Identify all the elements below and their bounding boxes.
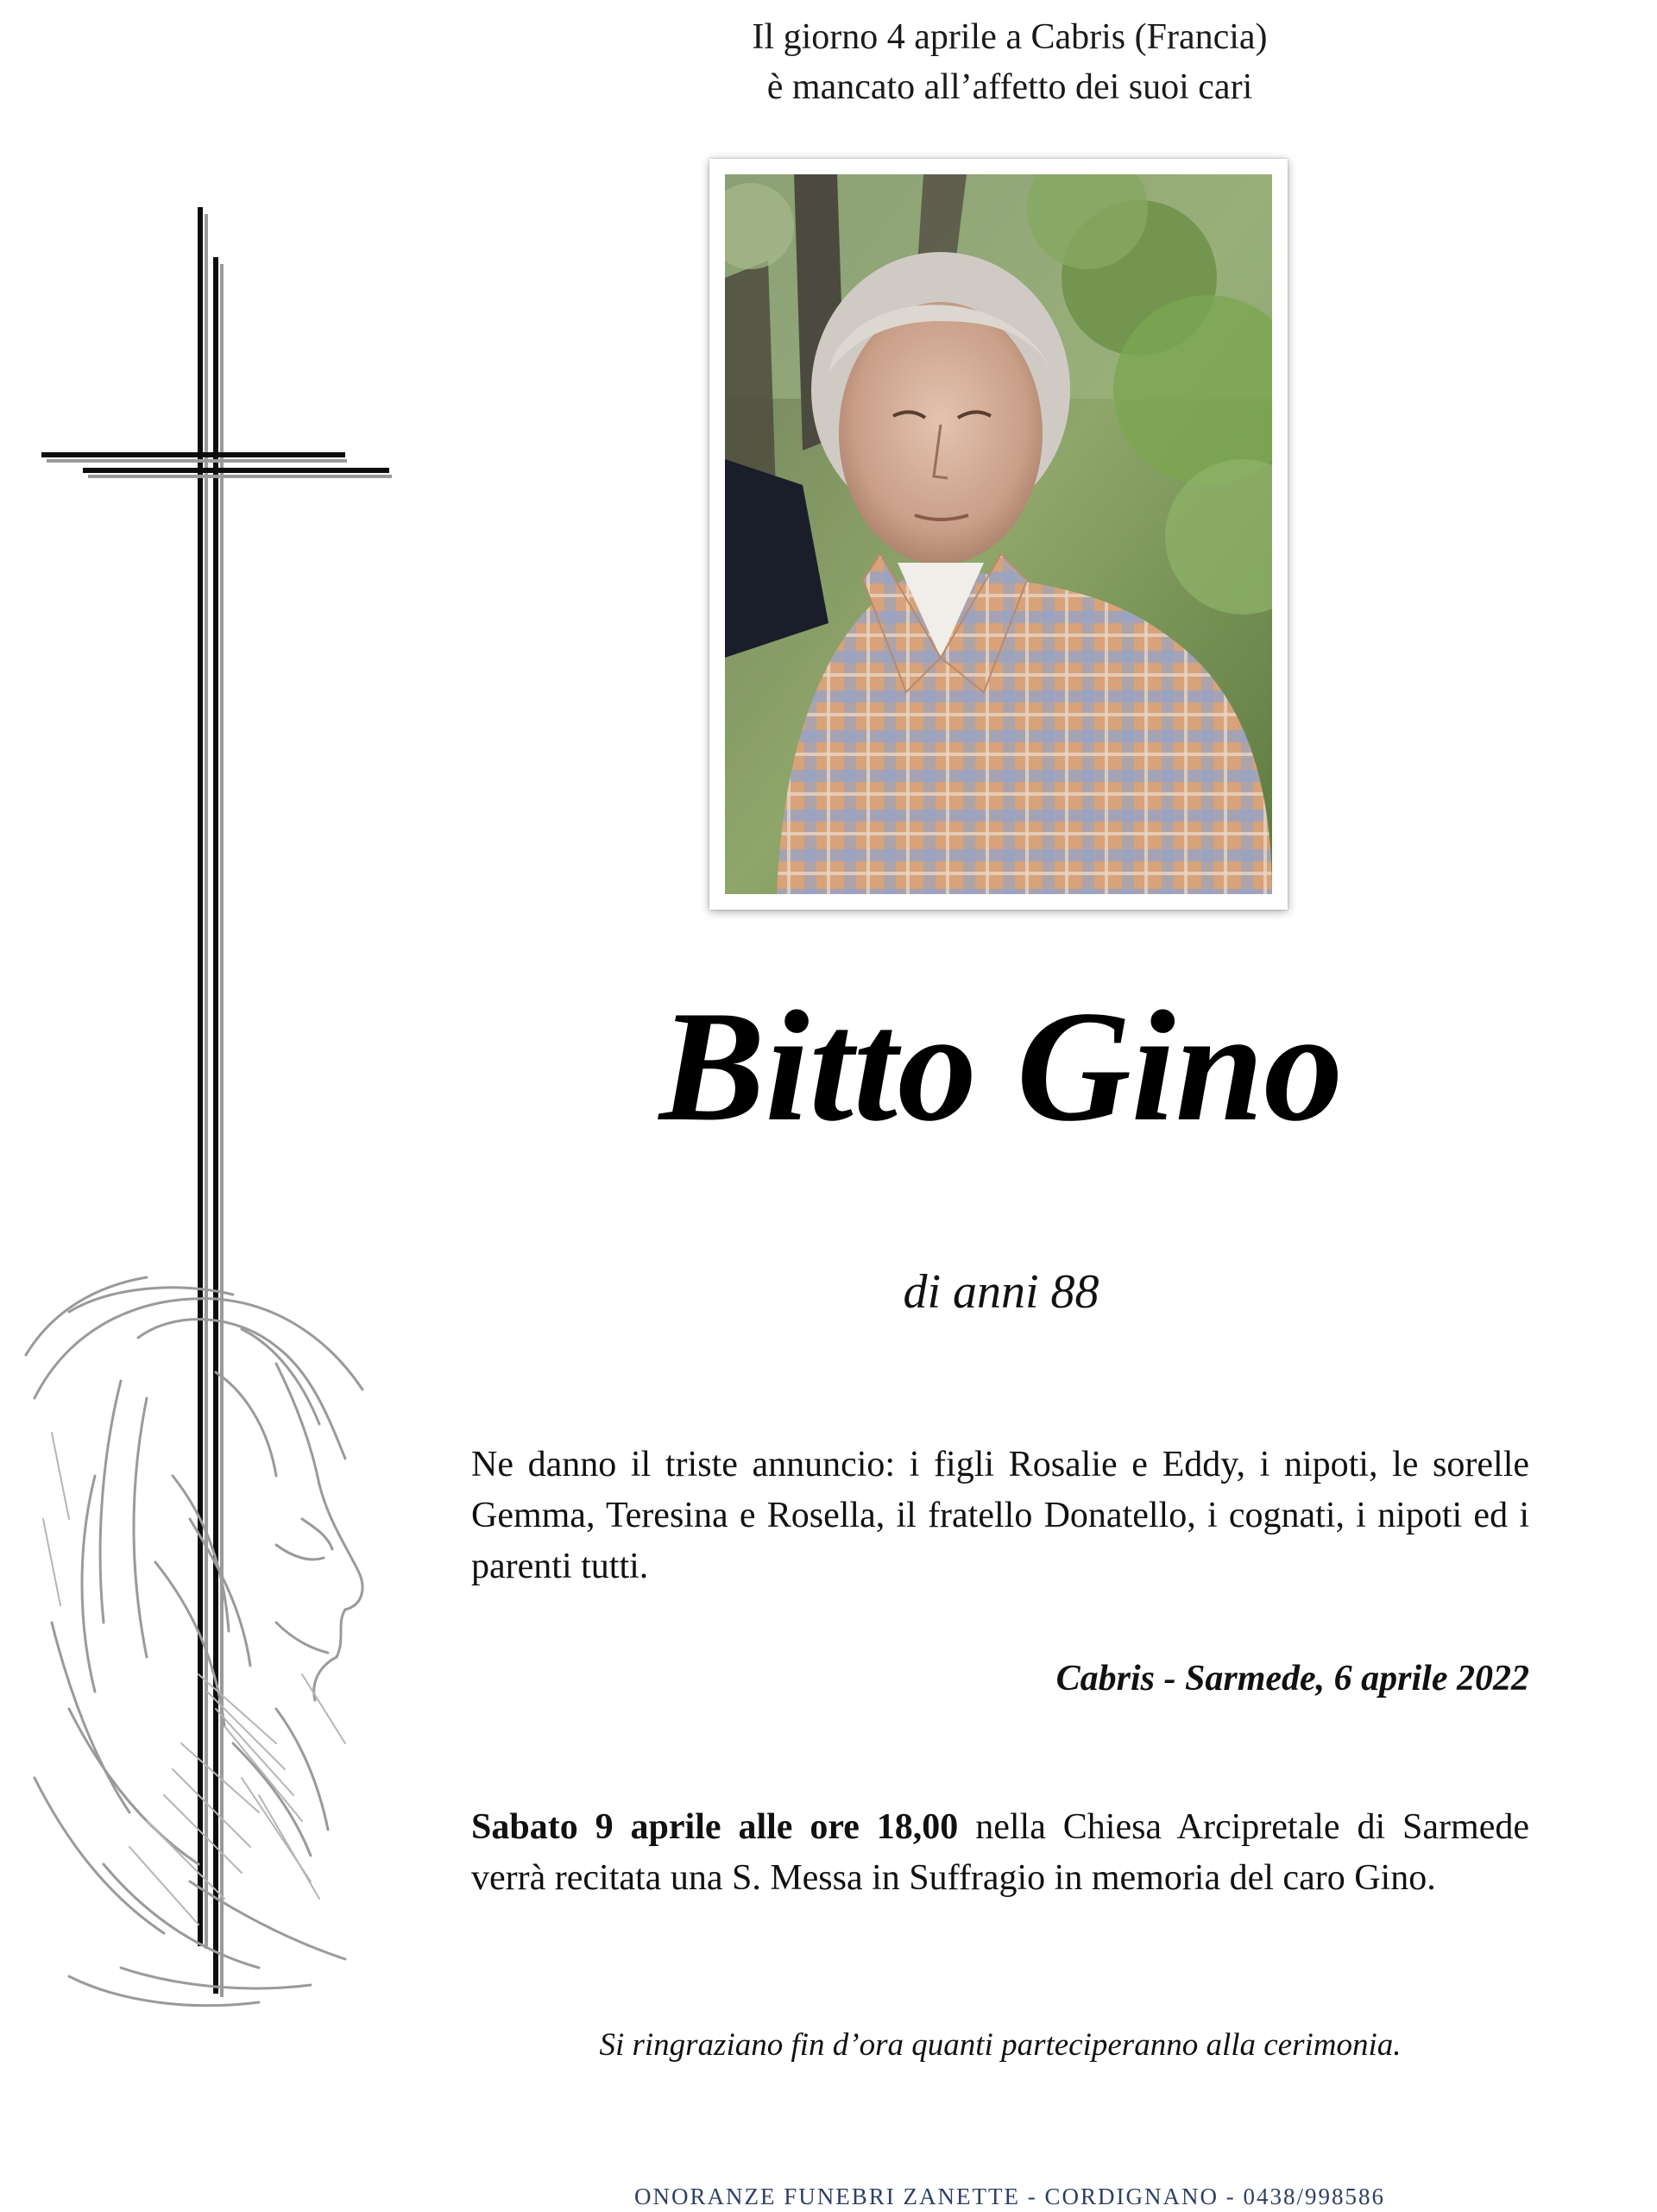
portrait-photo (725, 174, 1272, 894)
intro-line-1: Il giorno 4 aprile a Cabris (Francia) (752, 17, 1268, 57)
portrait-frame (709, 159, 1288, 910)
intro-line-2: è mancato all’affetto dei suoi cari (766, 67, 1253, 107)
intro-text (449, 12, 1571, 112)
deceased-age: di anni 88 (903, 1265, 1099, 1319)
service-paragraph (471, 1802, 1529, 1904)
service-details: nella Chiesa Arcipretale di Sarmede verrà recitata una S. Messa in Suffragio in memoria del caro Gino. (471, 1807, 1529, 1898)
deceased-name: Bitto Gino (658, 978, 1344, 1154)
christ-sketch-illustration (17, 1260, 466, 2020)
service-datetime: Sabato 9 aprile alle ore 18,00 (471, 1807, 959, 1847)
place-and-date: Cabris - Sarmede, 6 aprile 2022 (1055, 1659, 1529, 1698)
announcement-paragraph: Ne danno il triste annuncio: i figli Rosalie e Eddy, i nipoti, le sorelle Gemma, Teresina e Rosella, il fratello Donatello, i cognati, i nipoti ed i parenti tutti. (471, 1445, 1529, 1586)
thanks-note: Si ringraziano fin d’ora quanti parteciperanno alla cerimonia. (599, 2027, 1402, 2063)
funeral-home-footer: ONORANZE FUNEBRI ZANETTE - CORDIGNANO - 0438/998586 (634, 2184, 1385, 2209)
